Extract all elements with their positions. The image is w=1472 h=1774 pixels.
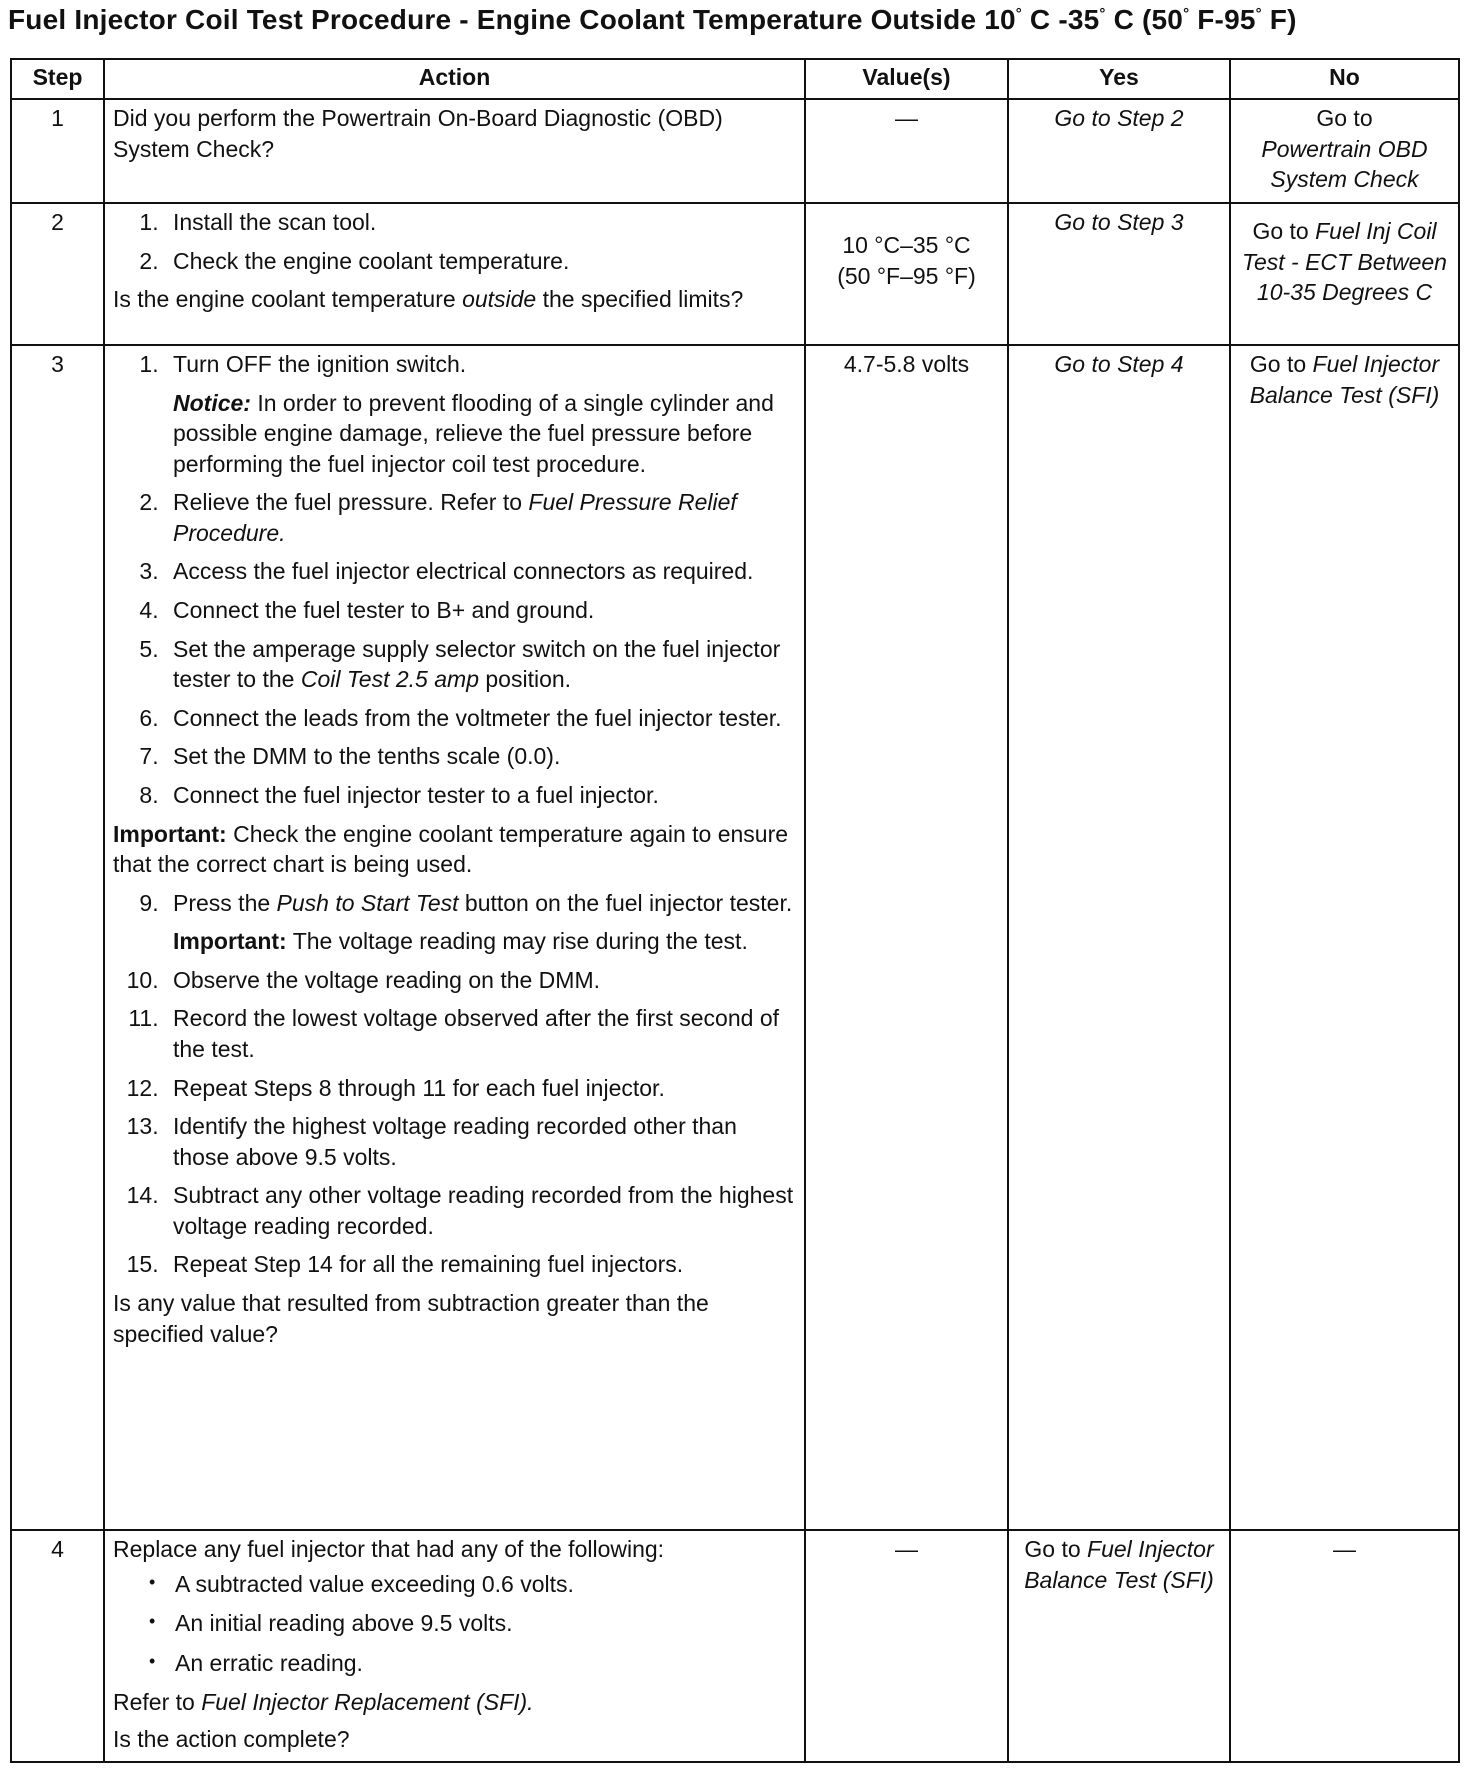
value-line: (50 °F–95 °F) bbox=[837, 262, 976, 289]
yes-cell bbox=[1008, 1530, 1230, 1762]
no-link-text: Powertrain OBD System Check bbox=[1261, 135, 1428, 193]
table-header-row bbox=[11, 59, 1459, 99]
action-step: 5. Set the amperage supply selector switch on the fuel injector tester to the Coil Test 2.5 amp position. bbox=[165, 634, 796, 695]
action-question: Is the engine coolant temperature outside the specified limits? bbox=[113, 286, 744, 313]
action-question: Is the action complete? bbox=[113, 1725, 350, 1752]
action-step: 15. Repeat Step 14 for all the remaining fuel injectors. bbox=[165, 1249, 796, 1280]
notice-note: Notice: In order to prevent flooding of a single cylinder and possible engine damage, relieve the fuel pressure before performing the fuel injector coil test procedure. bbox=[173, 389, 774, 477]
value-cell: — bbox=[805, 1530, 1008, 1762]
no-prefix: Go to bbox=[1252, 218, 1316, 244]
no-cell bbox=[1230, 99, 1459, 203]
step-number: 1 bbox=[11, 99, 104, 203]
action-step: 14. Subtract any other voltage reading recorded from the highest voltage reading recorded. bbox=[165, 1180, 796, 1241]
action-step: 1. Install the scan tool. bbox=[165, 207, 796, 238]
no-prefix: Go to bbox=[1249, 351, 1313, 377]
no-link-text: Fuel Injector Balance Test (SFI) bbox=[1249, 351, 1440, 408]
action-step: 10. Observe the voltage reading on the DMM. bbox=[165, 965, 796, 996]
important-note: Important: The voltage reading may rise during the test. bbox=[173, 928, 748, 955]
action-steps bbox=[113, 888, 796, 1280]
action-cell bbox=[104, 345, 805, 1530]
no-cell: — bbox=[1230, 1530, 1459, 1762]
step-number: 4 bbox=[11, 1530, 104, 1762]
action-step: 12. Repeat Steps 8 through 11 for each fuel injector. bbox=[165, 1073, 796, 1104]
action-step: 2. Relieve the fuel pressure. Refer to Fuel Pressure Relief Procedure. bbox=[165, 487, 796, 548]
no-cell bbox=[1230, 203, 1459, 345]
yes-link-text: Fuel Injector Balance Test (SFI) bbox=[1024, 1536, 1214, 1593]
yes-cell: Go to Step 4 bbox=[1008, 345, 1230, 1530]
value-cell: 4.7-5.8 volts bbox=[805, 345, 1008, 1530]
action-step: 13. Identify the highest voltage reading recorded other than those above 9.5 volts. bbox=[165, 1111, 796, 1172]
action-bullets bbox=[113, 1569, 796, 1679]
action-steps bbox=[113, 207, 796, 276]
procedure-table bbox=[10, 58, 1460, 1763]
list-item: • A subtracted value exceeding 0.6 volts. bbox=[175, 1569, 796, 1600]
action-step: 11. Record the lowest voltage observed after the first second of the test. bbox=[165, 1003, 796, 1064]
table-row bbox=[11, 203, 1459, 345]
value-cell bbox=[805, 203, 1008, 345]
header-action: Action bbox=[104, 59, 805, 99]
action-cell bbox=[104, 99, 805, 203]
header-no: No bbox=[1230, 59, 1459, 99]
action-cell bbox=[104, 203, 805, 345]
list-item: • An erratic reading. bbox=[175, 1648, 796, 1679]
value-line: 10 °C–35 °C bbox=[842, 232, 971, 258]
action-step: 1. Turn OFF the ignition switch. Notice: In order to prevent flooding of a single cylinder and possible engine damage, relieve the fuel pressure before performing the fuel injector coil test procedure. bbox=[165, 349, 796, 479]
yes-cell: Go to Step 3 bbox=[1008, 203, 1230, 345]
table-row bbox=[11, 1530, 1459, 1762]
table-row bbox=[11, 345, 1459, 1530]
action-steps bbox=[113, 349, 796, 811]
header-values: Value(s) bbox=[805, 59, 1008, 99]
action-step: 8. Connect the fuel injector tester to a fuel injector. bbox=[165, 780, 796, 811]
action-reference: Refer to Fuel Injector Replacement (SFI). bbox=[113, 1689, 534, 1716]
yes-cell: Go to Step 2 bbox=[1008, 99, 1230, 203]
action-step: 6. Connect the leads from the voltmeter the fuel injector tester. bbox=[165, 703, 796, 734]
page-title: Fuel Injector Coil Test Procedure - Engine Coolant Temperature Outside 10° C -35° C (50° F-95° F) bbox=[8, 4, 1297, 35]
no-prefix: Go to bbox=[1316, 105, 1373, 131]
step-number: 2 bbox=[11, 203, 104, 345]
action-question: Is any value that resulted from subtraction greater than the specified value? bbox=[113, 1290, 709, 1347]
yes-prefix: Go to bbox=[1024, 1536, 1088, 1562]
step-number: 3 bbox=[11, 345, 104, 1530]
list-item: • An initial reading above 9.5 volts. bbox=[175, 1608, 796, 1639]
action-step: 3. Access the fuel injector electrical connectors as required. bbox=[165, 556, 796, 587]
action-text: Did you perform the Powertrain On-Board Diagnostic (OBD) System Check? bbox=[113, 105, 723, 162]
action-intro: Replace any fuel injector that had any of the following: bbox=[113, 1536, 665, 1562]
action-step: 2. Check the engine coolant temperature. bbox=[165, 246, 796, 277]
no-cell bbox=[1230, 345, 1459, 1530]
header-step: Step bbox=[11, 59, 104, 99]
header-yes: Yes bbox=[1008, 59, 1230, 99]
value-cell: — bbox=[805, 99, 1008, 203]
no-link-text: Fuel Inj Coil Test - ECT Between 10-35 Degrees C bbox=[1242, 218, 1447, 306]
action-cell bbox=[104, 1530, 805, 1762]
action-step: 9. Press the Push to Start Test button on the fuel injector tester. Important: The voltage reading may rise during the test. bbox=[165, 888, 796, 957]
action-step: 7. Set the DMM to the tenths scale (0.0). bbox=[165, 741, 796, 772]
action-step: 4. Connect the fuel tester to B+ and ground. bbox=[165, 595, 796, 626]
important-note: Important: Check the engine coolant temperature again to ensure that the correct chart is being used. bbox=[113, 820, 789, 878]
table-row bbox=[11, 99, 1459, 203]
